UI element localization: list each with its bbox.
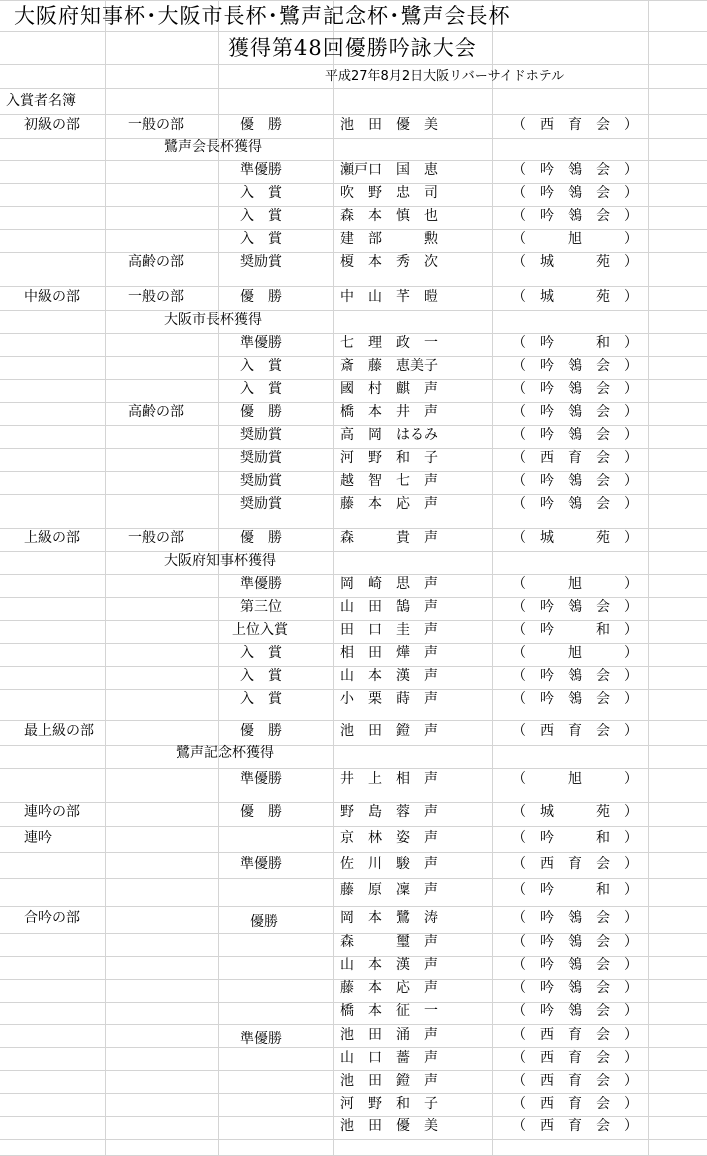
award-label: 準優勝 [240, 576, 282, 592]
row-divider [0, 1024, 707, 1025]
club-name: （ 吟 鴒 会 ） [512, 427, 638, 443]
row-divider [0, 768, 707, 769]
row-divider [0, 64, 707, 65]
winner-name: 山 田 鵠 声 [340, 599, 438, 615]
club-name: （ 城 苑 ） [512, 530, 638, 546]
cup-label: 鷺声会長杯獲得 [164, 139, 262, 155]
club-name: （ 城 苑 ） [512, 804, 638, 820]
winner-name: 森 本 慎 也 [340, 208, 438, 224]
club-name: （ 吟 鴒 会 ） [512, 185, 638, 201]
award-label: 準優勝 [240, 162, 282, 178]
club-name: （ 吟 鴒 会 ） [512, 910, 638, 926]
division-label: 合吟の部 [24, 910, 80, 926]
row-divider [0, 286, 707, 287]
column-divider [218, 0, 219, 1155]
club-name: （ 吟 鴒 会 ） [512, 934, 638, 950]
award-label: 奨励賞 [240, 427, 282, 443]
title-line-2: 獲得第48回優勝吟詠大会 [228, 36, 477, 60]
winner-name: 野 島 蓉 声 [340, 804, 438, 820]
division-label: 連吟 [24, 830, 52, 846]
award-label: 奨励賞 [240, 473, 282, 489]
club-name: （ 吟 鴒 会 ） [512, 691, 638, 707]
club-name: （ 西 育 会 ） [512, 723, 638, 739]
award-label: 第三位 [240, 599, 282, 615]
row-divider [0, 252, 707, 253]
winner-name: 田 口 圭 声 [340, 622, 438, 638]
winner-name: 山 口 薔 声 [340, 1050, 438, 1066]
club-name: （ 西 育 会 ） [512, 450, 638, 466]
row-divider [0, 310, 707, 311]
club-name: （ 城 苑 ） [512, 289, 638, 305]
column-divider [333, 0, 334, 1155]
row-divider [0, 574, 707, 575]
club-name: （ 吟 鴒 会 ） [512, 404, 638, 420]
award-label: 入 賞 [240, 185, 282, 201]
club-name: （ 吟 和 ） [512, 830, 638, 846]
row-divider [0, 0, 707, 1]
row-divider [0, 720, 707, 721]
winner-name: 池 田 涌 声 [340, 1027, 438, 1043]
row-divider [0, 138, 707, 139]
club-name: （ 旭 ） [512, 576, 638, 592]
club-name: （ 吟 鴒 会 ） [512, 473, 638, 489]
club-name: （ 吟 和 ） [512, 622, 638, 638]
award-label: 入 賞 [240, 645, 282, 661]
row-divider [0, 160, 707, 161]
winner-name: 河 野 和 子 [340, 450, 438, 466]
category-label: 高齢の部 [128, 404, 184, 420]
row-divider [0, 471, 707, 472]
award-label: 入 賞 [240, 691, 282, 707]
award-label: 奨励賞 [240, 450, 282, 466]
category-label: 一般の部 [128, 289, 184, 305]
award-label: 優勝 [250, 914, 278, 930]
row-divider [0, 1116, 707, 1117]
winner-name: 中 山 芊 暟 [340, 289, 438, 305]
row-divider [0, 528, 707, 529]
winner-name: 池 田 鐙 声 [340, 723, 438, 739]
row-divider [0, 1093, 707, 1094]
winner-name: 岡 本 鷺 涛 [340, 910, 438, 926]
division-label: 初級の部 [24, 117, 80, 133]
award-label: 奨励賞 [240, 496, 282, 512]
row-divider [0, 852, 707, 853]
row-divider [0, 1139, 707, 1140]
winner-name: 瀬戸口 国 恵 [340, 162, 438, 178]
club-name: （ 吟 鴒 会 ） [512, 381, 638, 397]
award-label: 準優勝 [240, 1031, 282, 1047]
club-name: （ 城 苑 ） [512, 254, 638, 270]
row-divider [0, 88, 707, 89]
winner-name: 藤 本 応 声 [340, 980, 438, 996]
award-label: 優 勝 [240, 404, 282, 420]
row-divider [0, 745, 707, 746]
winner-name: 藤 本 応 声 [340, 496, 438, 512]
winner-name: 池 田 鐙 声 [340, 1073, 438, 1089]
winner-name: 藤 原 凜 声 [340, 882, 438, 898]
cup-label: 大阪府知事杯獲得 [164, 553, 276, 569]
winner-name: 越 智 七 声 [340, 473, 438, 489]
winner-name: 森 貴 声 [340, 530, 438, 546]
row-divider [0, 379, 707, 380]
club-name: （ 西 育 会 ） [512, 117, 638, 133]
award-label: 優 勝 [240, 530, 282, 546]
club-name: （ 吟 鴒 会 ） [512, 496, 638, 512]
winner-name: 斎 藤 恵美子 [340, 358, 438, 374]
winner-name: 山 本 漢 声 [340, 957, 438, 973]
club-name: （ 吟 鴒 会 ） [512, 980, 638, 996]
winner-name: 國 村 麒 声 [340, 381, 438, 397]
club-name: （ 西 育 会 ） [512, 1027, 638, 1043]
club-name: （ 吟 鴒 会 ） [512, 599, 638, 615]
division-label: 中級の部 [24, 289, 80, 305]
club-name: （ 旭 ） [512, 645, 638, 661]
award-label: 入 賞 [240, 668, 282, 684]
cup-label: 大阪市長杯獲得 [164, 312, 262, 328]
award-label: 入 賞 [240, 358, 282, 374]
list-title: 入賞者名簿 [6, 93, 76, 109]
award-label: 上位入賞 [232, 622, 288, 638]
winner-name: 山 本 漢 声 [340, 668, 438, 684]
row-divider [0, 114, 707, 115]
winner-name: 岡 崎 思 声 [340, 576, 438, 592]
row-divider [0, 551, 707, 552]
row-divider [0, 229, 707, 230]
row-divider [0, 183, 707, 184]
row-divider [0, 448, 707, 449]
club-name: （ 西 育 会 ） [512, 856, 638, 872]
award-label: 入 賞 [240, 208, 282, 224]
row-divider [0, 206, 707, 207]
row-divider [0, 402, 707, 403]
division-label: 上級の部 [24, 530, 80, 546]
category-label: 高齢の部 [128, 254, 184, 270]
row-divider [0, 826, 707, 827]
club-name: （ 西 育 会 ） [512, 1050, 638, 1066]
club-name: （ 吟 鴒 会 ） [512, 208, 638, 224]
winner-name: 京 林 姿 声 [340, 830, 438, 846]
winner-name: 橋 本 井 声 [340, 404, 438, 420]
club-name: （ 西 育 会 ） [512, 1096, 638, 1112]
row-divider [0, 620, 707, 621]
winner-name: 池 田 優 美 [340, 1118, 438, 1134]
row-divider [0, 1070, 707, 1071]
winner-name: 井 上 相 声 [340, 771, 438, 787]
date-venue: 平成27年8月2日大阪リバーサイドホテル [325, 69, 565, 84]
award-label: 奨励賞 [240, 254, 282, 270]
row-divider [0, 31, 707, 32]
row-divider [0, 689, 707, 690]
club-name: （ 旭 ） [512, 771, 638, 787]
award-label: 優 勝 [240, 289, 282, 305]
award-label: 優 勝 [240, 723, 282, 739]
winner-name: 森 璽 声 [340, 934, 438, 950]
row-divider [0, 333, 707, 334]
row-divider [0, 494, 707, 495]
award-label: 準優勝 [240, 771, 282, 787]
award-label: 入 賞 [240, 231, 282, 247]
title-line-1: 大阪府知事杯･大阪市長杯･鷺声記念杯･鷺声会長杯 [14, 4, 511, 28]
club-name: （ 吟 鴒 会 ） [512, 1003, 638, 1019]
winner-name: 小 栗 蒔 声 [340, 691, 438, 707]
winner-name: 相 田 燁 声 [340, 645, 438, 661]
column-divider [648, 0, 649, 1155]
winner-name: 建 部 勲 [340, 231, 438, 247]
row-divider [0, 356, 707, 357]
row-divider [0, 878, 707, 879]
winner-name: 吹 野 忠 司 [340, 185, 438, 201]
winner-name: 七 理 政 一 [340, 335, 438, 351]
club-name: （ 吟 鴒 会 ） [512, 668, 638, 684]
club-name: （ 西 育 会 ） [512, 1073, 638, 1089]
category-label: 一般の部 [128, 117, 184, 133]
club-name: （ 吟 鴒 会 ） [512, 162, 638, 178]
award-label: 入 賞 [240, 381, 282, 397]
row-divider [0, 666, 707, 667]
club-name: （ 吟 和 ） [512, 882, 638, 898]
winner-name: 佐 川 駿 声 [340, 856, 438, 872]
club-name: （ 吟 鴒 会 ） [512, 957, 638, 973]
club-name: （ 西 育 会 ） [512, 1118, 638, 1134]
cup-label: 鷺声記念杯獲得 [176, 745, 274, 761]
club-name: （ 吟 鴒 会 ） [512, 358, 638, 374]
winner-name: 高 岡 はるみ [340, 427, 438, 443]
row-divider [0, 597, 707, 598]
category-label: 一般の部 [128, 530, 184, 546]
row-divider [0, 1047, 707, 1048]
division-label: 連吟の部 [24, 804, 80, 820]
winner-name: 橋 本 征 一 [340, 1003, 438, 1019]
winner-name: 河 野 和 子 [340, 1096, 438, 1112]
club-name: （ 旭 ） [512, 231, 638, 247]
award-label: 準優勝 [240, 335, 282, 351]
winner-name: 池 田 優 美 [340, 117, 438, 133]
award-label: 準優勝 [240, 856, 282, 872]
division-label: 最上級の部 [24, 723, 94, 739]
row-divider [0, 802, 707, 803]
row-divider [0, 906, 707, 907]
column-divider [105, 0, 106, 1155]
award-label: 優 勝 [240, 804, 282, 820]
club-name: （ 吟 和 ） [512, 335, 638, 351]
column-divider [492, 0, 493, 1155]
row-divider [0, 643, 707, 644]
winner-name: 榎 本 秀 次 [340, 254, 438, 270]
award-label: 優 勝 [240, 117, 282, 133]
row-divider [0, 425, 707, 426]
